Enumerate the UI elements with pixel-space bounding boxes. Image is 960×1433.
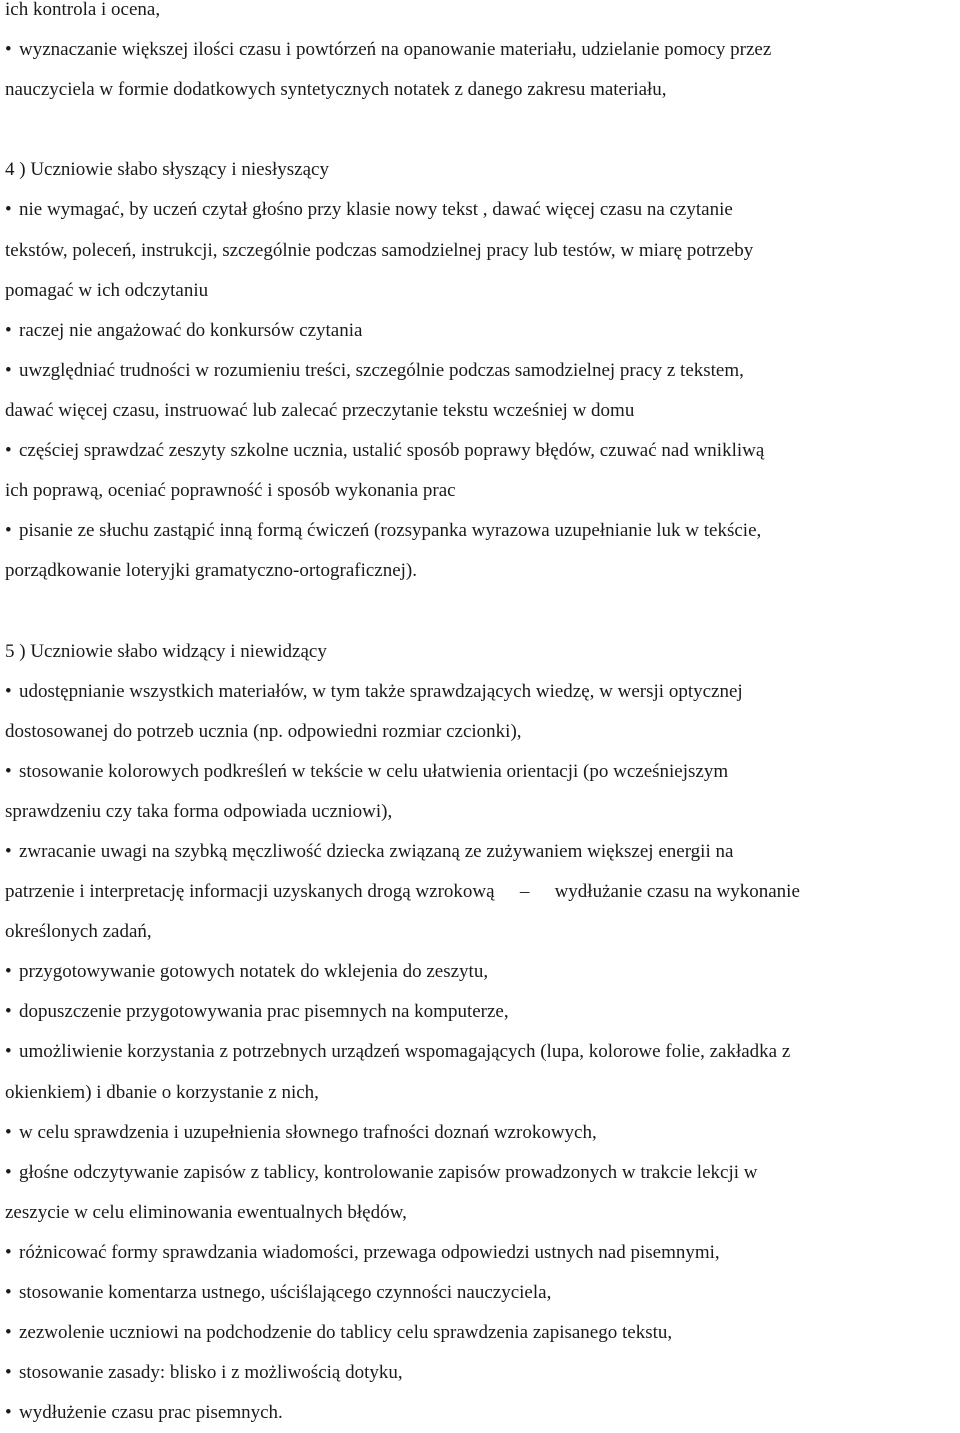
paragraph-spacer: [5, 110, 960, 150]
document-page: [5, 0, 960, 1433]
bullet-icon: •: [5, 319, 12, 341]
item-text: zezwolenie uczniowi na podchodzenie do tablicy celu sprawdzenia zapisanego tekstu,: [19, 1322, 673, 1344]
list-item: [5, 190, 960, 310]
list-item: [5, 752, 960, 832]
list-item: [5, 351, 960, 431]
bullet-icon: •: [5, 440, 12, 462]
list-item: [5, 1313, 960, 1353]
item-text: przygotowywanie gotowych notatek do wklejenia do zeszytu,: [19, 961, 489, 983]
bullet-icon: •: [5, 961, 12, 983]
bullet-icon: •: [5, 840, 12, 862]
item-text: ich poprawą, oceniać poprawność i sposób wykonania prac: [5, 480, 456, 502]
item-text: tekstów, poleceń, instrukcji, szczególnie podczas samodzielnej pracy lub testów, w miarę potrzeby: [5, 239, 754, 261]
bullet-icon: •: [5, 1161, 12, 1183]
bullet-icon: •: [5, 760, 12, 782]
list-item: [5, 1032, 960, 1112]
item-text: umożliwienie korzystania z potrzebnych urządzeń wspomagających (lupa, kolorowe folie, zakładka z: [19, 1041, 791, 1063]
item-text: nie wymagać, by uczeń czytał głośno przy klasie nowy tekst , dawać więcej czasu na czytanie: [19, 199, 733, 221]
list-item: [5, 1273, 960, 1313]
section-heading: 4 ) Uczniowie słabo słyszący i niesłyszący: [5, 159, 329, 181]
bullet-icon: •: [5, 1041, 12, 1063]
paragraph-spacer: [5, 591, 960, 631]
bullet-icon: •: [5, 1241, 12, 1263]
list-item: [5, 30, 960, 110]
item-text: uwzględniać trudności w rozumieniu treści, szczególnie podczas samodzielnej pracy z tekstem,: [19, 359, 744, 381]
list-item: [5, 832, 960, 952]
bullet-icon: •: [5, 1322, 12, 1344]
item-text: stosowanie komentarza ustnego, uściślającego czynności nauczyciela,: [19, 1282, 552, 1303]
bullet-icon: •: [5, 1362, 12, 1384]
list-item: [5, 992, 960, 1032]
list-item: [5, 952, 960, 992]
item-text: różnicować formy sprawdzania wiadomości, przewaga odpowiedzi ustnych nad pisemnymi,: [19, 1241, 720, 1263]
item-text: patrzenie i interpretację informacji uzyskanych drogą wzrokową: [5, 881, 495, 903]
item-text: głośne odczytywanie zapisów z tablicy, kontrolowanie zapisów prowadzonych w trakcie lekcji w: [19, 1161, 758, 1183]
item-text: zeszycie w celu eliminowania ewentualnych błędów,: [5, 1201, 407, 1223]
item-text: udostępnianie wszystkich materiałów, w tym także sprawdzających wiedzę, w wersji optycznej: [19, 680, 743, 702]
item-text: stosowanie zasady: blisko i z możliwością dotyku,: [19, 1362, 403, 1384]
item-text: nauczyciela w formie dodatkowych syntetycznych notatek z danego zakresu materiału,: [5, 79, 667, 101]
list-item: [5, 1113, 960, 1153]
bullet-icon: •: [5, 680, 12, 702]
bullet-icon: •: [5, 1282, 12, 1303]
item-text: dostosowanej do potrzeb ucznia (np. odpowiedni rozmiar czcionki),: [5, 720, 522, 742]
item-text: okienkiem) i dbanie o korzystanie z nich,: [5, 1081, 319, 1103]
item-text: raczej nie angażować do konkursów czytania: [19, 319, 363, 341]
item-text: sprawdzeniu czy taka forma odpowiada uczniowi),: [5, 800, 393, 822]
item-text: pomagać w ich odczytaniu: [5, 279, 209, 301]
item-text: wydłużanie czasu na wykonanie: [554, 881, 800, 903]
list-item: [5, 672, 960, 752]
bullet-icon: •: [5, 39, 12, 61]
intro-line: ich kontrola i ocena,: [5, 0, 161, 20]
list-item: [5, 1353, 960, 1393]
item-text: stosowanie kolorowych podkreśleń w tekście w celu ułatwienia orientacji (po wcześniejszym: [19, 760, 729, 782]
bullet-icon: •: [5, 1402, 12, 1424]
item-text: pisanie ze słuchu zastąpić inną formą ćwiczeń (rozsypanka wyrazowa uzupełnianie luk w tekście,: [19, 520, 762, 542]
list-item: [5, 1233, 960, 1273]
list-item: [5, 511, 960, 591]
dash-glyph: –: [519, 881, 530, 903]
item-text: zwracanie uwagi na szybką męczliwość dziecka związaną ze zużywaniem większej energii na: [19, 840, 734, 862]
item-text: wyznaczanie większej ilości czasu i powtórzeń na opanowanie materiału, udzielanie pomocy przez: [19, 39, 772, 61]
item-text: częściej sprawdzać zeszyty szkolne ucznia, ustalić sposób poprawy błędów, czuwać nad wnikliwą: [19, 440, 765, 462]
item-text: wydłużenie czasu prac pisemnych.: [19, 1402, 283, 1424]
list-item: [5, 1393, 960, 1433]
bullet-icon: •: [5, 199, 12, 221]
bullet-icon: •: [5, 359, 12, 381]
list-item: [5, 1153, 960, 1233]
bullet-icon: •: [5, 1001, 12, 1023]
bullet-icon: •: [5, 1121, 12, 1143]
item-text: w celu sprawdzenia i uzupełnienia słownego trafności doznań wzrokowych,: [19, 1121, 597, 1143]
list-item: [5, 311, 960, 351]
section-heading: 5 ) Uczniowie słabo widzący i niewidzący: [5, 640, 327, 662]
item-text: dopuszczenie przygotowywania prac pisemnych na komputerze,: [19, 1001, 509, 1023]
list-item: [5, 431, 960, 511]
item-text: określonych zadań,: [5, 921, 152, 943]
item-text: porządkowanie loteryjki gramatyczno-ortograficznej).: [5, 560, 418, 582]
bullet-icon: •: [5, 520, 12, 542]
item-text: dawać więcej czasu, instruować lub zalecać przeczytanie tekstu wcześniej w domu: [5, 399, 635, 421]
